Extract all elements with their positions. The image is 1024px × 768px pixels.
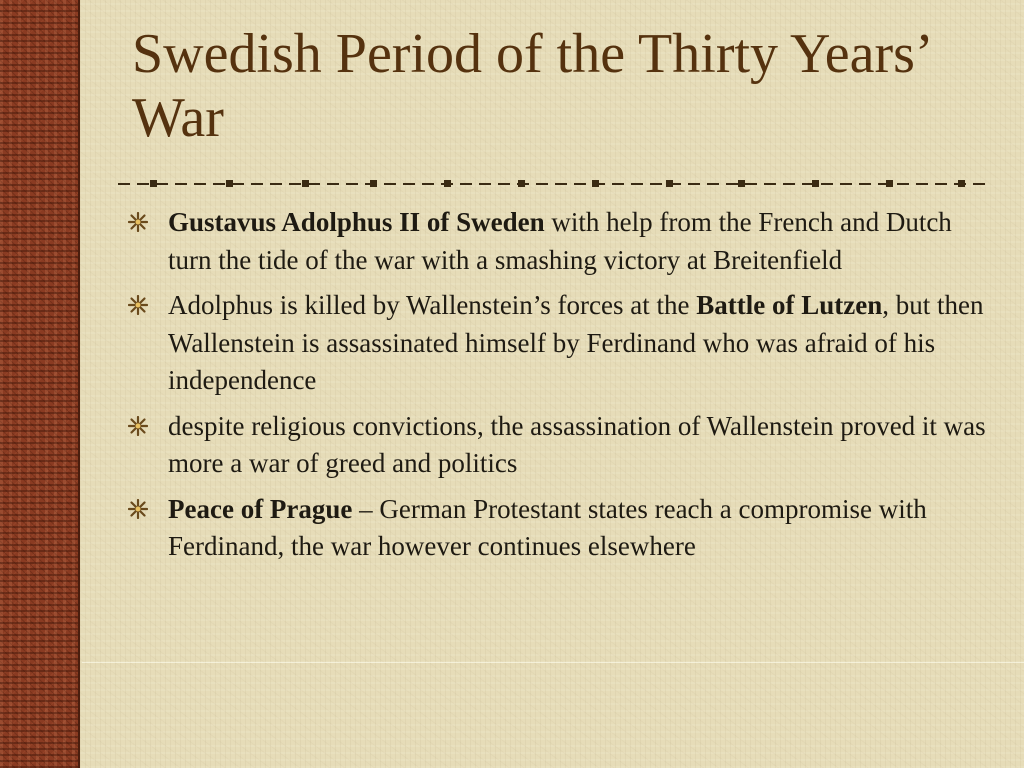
star-burst-icon — [128, 499, 148, 519]
star-burst-icon — [128, 212, 148, 232]
bottom-divider — [82, 662, 1024, 663]
star-burst-icon — [128, 295, 148, 315]
bullet-item: Peace of Prague – German Protestant states reach a compromise with Ferdinand, the war however continues elsewhere — [128, 491, 994, 566]
dashed-divider — [118, 177, 990, 191]
bullet-item: Gustavus Adolphus II of Sweden with help from the French and Dutch turn the tide of the war with a smashing victory at Breitenfield — [128, 204, 994, 279]
slide-title: Swedish Period of the Thirty Years’ War — [132, 23, 930, 149]
star-burst-icon — [128, 416, 148, 436]
bullet-list — [128, 204, 994, 574]
decorative-strip — [0, 0, 80, 768]
bullet-item: despite religious convictions, the assassination of Wallenstein proved it was more a war of greed and politics — [128, 408, 994, 483]
bullet-item: Adolphus is killed by Wallenstein’s forces at the Battle of Lutzen, but then Wallenstein is assassinated himself by Ferdinand who was afraid of his independence — [128, 287, 994, 400]
